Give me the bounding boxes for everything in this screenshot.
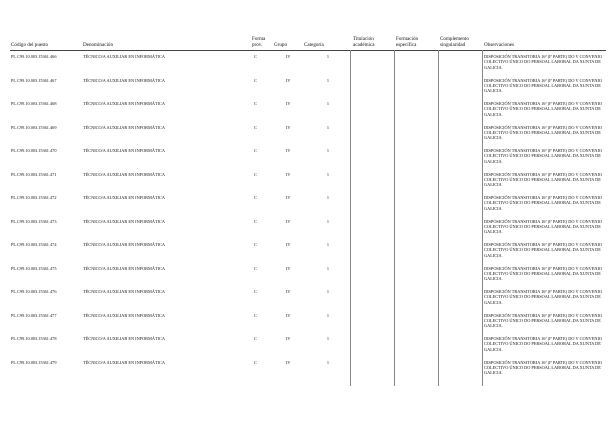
cell-denominacion: TÉCNICO/A AUXILIAR EN INFORMÁTICA bbox=[83, 124, 165, 130]
table-row bbox=[0, 101, 615, 125]
cell-observaciones: DISPOSICIÓN TRANSITORIA 16ª (Iª PARTE) DO V CONVENIO COLECTIVO ÚNICO DO PERSOAL LABORAL DA XUNTA DE GALICIA. bbox=[484, 101, 603, 117]
cell-codigo: PL.C99.10.003.15361.477 bbox=[11, 312, 57, 318]
cell-forma: C bbox=[254, 312, 257, 318]
cell-codigo: PL.C99.10.003.15361.474 bbox=[11, 242, 57, 247]
cell-forma: C bbox=[254, 265, 257, 271]
table-row bbox=[0, 313, 615, 337]
cell-denominacion: TÉCNICO/A AUXILIAR EN INFORMÁTICA bbox=[83, 54, 165, 59]
table-row bbox=[0, 289, 615, 313]
header-forma-prov: Forma prov. bbox=[252, 36, 266, 48]
cell-observaciones: DISPOSICIÓN TRANSITORIA 16ª (Iª PARTE) DO V CONVENIO COLECTIVO ÚNICO DO PERSOAL LABORAL DA XUNTA DE GALICIA. bbox=[484, 242, 603, 258]
table-row bbox=[0, 148, 615, 172]
cell-codigo: PL.C99.10.003.15361.466 bbox=[11, 54, 57, 59]
cell-denominacion: TÉCNICO/A AUXILIAR EN INFORMÁTICA bbox=[83, 336, 165, 341]
cell-denominacion: TÉCNICO/A AUXILIAR EN INFORMÁTICA bbox=[83, 171, 165, 177]
cell-grupo: IV bbox=[286, 312, 291, 318]
cell-grupo: IV bbox=[286, 289, 291, 294]
cell-grupo: IV bbox=[286, 77, 291, 83]
cell-grupo: IV bbox=[286, 101, 291, 106]
cell-forma: C bbox=[254, 336, 257, 341]
table-row bbox=[0, 219, 615, 243]
table-row bbox=[0, 78, 615, 102]
table-row bbox=[0, 125, 615, 149]
cell-categoria: 1 bbox=[326, 242, 329, 247]
header-codigo: Código del puesto bbox=[11, 42, 49, 48]
table-row bbox=[0, 242, 615, 266]
cell-observaciones: DISPOSICIÓN TRANSITORIA 16ª (Iª PARTE) DO V CONVENIO COLECTIVO ÚNICO DO PERSOAL LABORAL DA XUNTA DE GALICIA. bbox=[484, 148, 603, 164]
cell-codigo: PL.C99.10.003.15361.472 bbox=[11, 195, 57, 200]
cell-codigo: PL.C99.10.003.15361.475 bbox=[11, 265, 57, 271]
cell-grupo: IV bbox=[286, 148, 291, 153]
cell-denominacion: TÉCNICO/A AUXILIAR EN INFORMÁTICA bbox=[83, 195, 165, 200]
cell-categoria: 1 bbox=[326, 124, 329, 130]
cell-categoria: 1 bbox=[326, 101, 329, 106]
cell-forma: C bbox=[254, 77, 257, 83]
cell-categoria: 1 bbox=[326, 265, 329, 271]
cell-observaciones: DISPOSICIÓN TRANSITORIA 16ª (Iª PARTE) DO V CONVENIO COLECTIVO ÚNICO DO PERSOAL LABORAL DA XUNTA DE GALICIA. bbox=[484, 265, 603, 282]
cell-categoria: 1 bbox=[326, 171, 329, 177]
cell-grupo: IV bbox=[286, 218, 291, 224]
cell-denominacion: TÉCNICO/A AUXILIAR EN INFORMÁTICA bbox=[83, 218, 165, 224]
cell-denominacion: TÉCNICO/A AUXILIAR EN INFORMÁTICA bbox=[83, 265, 165, 271]
cell-categoria: 1 bbox=[326, 77, 329, 83]
table-row bbox=[0, 266, 615, 290]
header-observaciones: Observaciones bbox=[484, 42, 514, 48]
cell-codigo: PL.C99.10.003.15361.479 bbox=[11, 359, 57, 365]
cell-forma: C bbox=[254, 195, 257, 200]
table-row bbox=[0, 336, 615, 360]
cell-forma: C bbox=[254, 171, 257, 177]
cell-observaciones: DISPOSICIÓN TRANSITORIA 16ª (Iª PARTE) DO V CONVENIO COLECTIVO ÚNICO DO PERSOAL LABORAL DA XUNTA DE GALICIA. bbox=[484, 171, 603, 188]
header-grupo: Grupo bbox=[274, 42, 288, 48]
cell-forma: C bbox=[254, 242, 257, 247]
cell-denominacion: TÉCNICO/A AUXILIAR EN INFORMÁTICA bbox=[83, 77, 165, 83]
cell-categoria: 1 bbox=[326, 359, 329, 365]
cell-denominacion: TÉCNICO/A AUXILIAR EN INFORMÁTICA bbox=[83, 148, 165, 153]
header-formacion: Formación específica bbox=[396, 36, 419, 48]
cell-forma: C bbox=[254, 101, 257, 106]
cell-grupo: IV bbox=[286, 124, 291, 130]
table-row bbox=[0, 360, 615, 384]
cell-codigo: PL.C99.10.003.15361.471 bbox=[11, 171, 57, 177]
cell-observaciones: DISPOSICIÓN TRANSITORIA 16ª (Iª PARTE) DO V CONVENIO COLECTIVO ÚNICO DO PERSOAL LABORAL DA XUNTA DE GALICIA. bbox=[484, 54, 603, 70]
cell-forma: C bbox=[254, 218, 257, 224]
cell-forma: C bbox=[254, 54, 257, 59]
cell-codigo: PL.C99.10.003.15361.473 bbox=[11, 218, 57, 224]
cell-observaciones: DISPOSICIÓN TRANSITORIA 16ª (Iª PARTE) DO V CONVENIO COLECTIVO ÚNICO DO PERSOAL LABORAL DA XUNTA DE GALICIA. bbox=[484, 77, 603, 94]
cell-denominacion: TÉCNICO/A AUXILIAR EN INFORMÁTICA bbox=[83, 359, 165, 365]
cell-codigo: PL.C99.10.003.15361.476 bbox=[11, 289, 57, 294]
cell-categoria: 1 bbox=[326, 218, 329, 224]
cell-codigo: PL.C99.10.003.15361.478 bbox=[11, 336, 57, 341]
cell-codigo: PL.C99.10.003.15361.467 bbox=[11, 77, 57, 83]
header-denominacion: Denominación bbox=[83, 42, 113, 48]
cell-denominacion: TÉCNICO/A AUXILIAR EN INFORMÁTICA bbox=[83, 289, 165, 294]
cell-grupo: IV bbox=[286, 171, 291, 177]
cell-forma: C bbox=[254, 148, 257, 153]
cell-observaciones: DISPOSICIÓN TRANSITORIA 16ª (Iª PARTE) DO V CONVENIO COLECTIVO ÚNICO DO PERSOAL LABORAL DA XUNTA DE GALICIA. bbox=[484, 336, 603, 352]
cell-forma: C bbox=[254, 289, 257, 294]
cell-grupo: IV bbox=[286, 336, 291, 341]
table-row bbox=[0, 54, 615, 78]
table-row bbox=[0, 172, 615, 196]
cell-categoria: 1 bbox=[326, 195, 329, 200]
cell-grupo: IV bbox=[286, 359, 291, 365]
cell-codigo: PL.C99.10.003.15361.469 bbox=[11, 124, 57, 130]
header-categoria: Categoría bbox=[304, 42, 324, 48]
cell-grupo: IV bbox=[286, 195, 291, 200]
header-titulacion: Titulación académica bbox=[353, 36, 375, 48]
cell-categoria: 1 bbox=[326, 312, 329, 318]
header-complemento: Complemento singularidad bbox=[440, 36, 469, 48]
header-divider bbox=[10, 50, 606, 51]
table-row bbox=[0, 195, 615, 219]
cell-grupo: IV bbox=[286, 54, 291, 59]
cell-categoria: 1 bbox=[326, 336, 329, 341]
cell-forma: C bbox=[254, 359, 257, 365]
cell-forma: C bbox=[254, 124, 257, 130]
cell-observaciones: DISPOSICIÓN TRANSITORIA 16ª (Iª PARTE) DO V CONVENIO COLECTIVO ÚNICO DO PERSOAL LABORAL DA XUNTA DE GALICIA. bbox=[484, 124, 603, 141]
cell-categoria: 1 bbox=[326, 148, 329, 153]
cell-observaciones: DISPOSICIÓN TRANSITORIA 16ª (Iª PARTE) DO V CONVENIO COLECTIVO ÚNICO DO PERSOAL LABORAL DA XUNTA DE GALICIA. bbox=[484, 312, 603, 329]
cell-observaciones: DISPOSICIÓN TRANSITORIA 16ª (Iª PARTE) DO V CONVENIO COLECTIVO ÚNICO DO PERSOAL LABORAL DA XUNTA DE GALICIA. bbox=[484, 218, 603, 235]
cell-grupo: IV bbox=[286, 242, 291, 247]
cell-codigo: PL.C99.10.003.15361.468 bbox=[11, 101, 57, 106]
cell-observaciones: DISPOSICIÓN TRANSITORIA 16ª (Iª PARTE) DO V CONVENIO COLECTIVO ÚNICO DO PERSOAL LABORAL DA XUNTA DE GALICIA. bbox=[484, 195, 603, 211]
cell-categoria: 1 bbox=[326, 289, 329, 294]
cell-codigo: PL.C99.10.003.15361.470 bbox=[11, 148, 57, 153]
cell-denominacion: TÉCNICO/A AUXILIAR EN INFORMÁTICA bbox=[83, 101, 165, 106]
cell-denominacion: TÉCNICO/A AUXILIAR EN INFORMÁTICA bbox=[83, 312, 165, 318]
cell-categoria: 1 bbox=[326, 54, 329, 59]
cell-observaciones: DISPOSICIÓN TRANSITORIA 16ª (Iª PARTE) DO V CONVENIO COLECTIVO ÚNICO DO PERSOAL LABORAL DA XUNTA DE GALICIA. bbox=[484, 289, 603, 305]
cell-grupo: IV bbox=[286, 265, 291, 271]
cell-denominacion: TÉCNICO/A AUXILIAR EN INFORMÁTICA bbox=[83, 242, 165, 247]
cell-observaciones: DISPOSICIÓN TRANSITORIA 16ª (Iª PARTE) DO V CONVENIO COLECTIVO ÚNICO DO PERSOAL LABORAL DA XUNTA DE GALICIA. bbox=[484, 359, 603, 376]
